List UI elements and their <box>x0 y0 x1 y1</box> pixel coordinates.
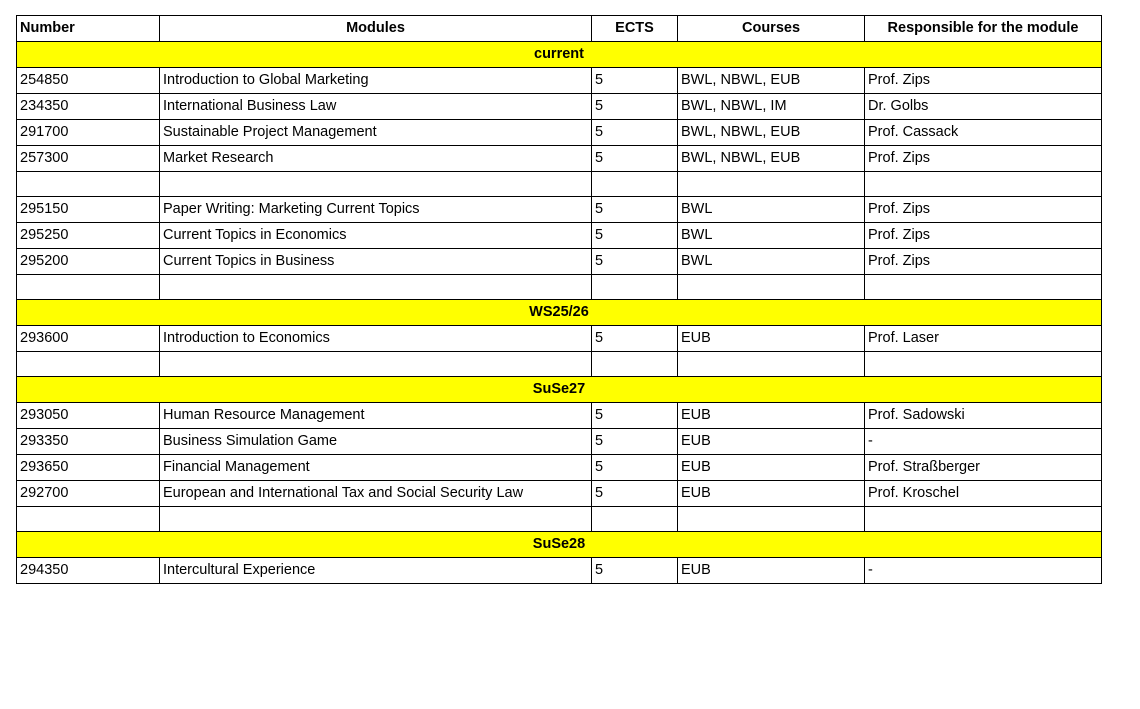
table-row <box>17 403 1102 429</box>
responsible-cell: Prof. Sadowski <box>865 403 1102 429</box>
module-number-cell: 293050 <box>17 403 160 429</box>
empty-cell <box>865 352 1102 377</box>
ects-cell: 5 <box>592 223 678 249</box>
courses-cell: EUB <box>678 326 865 352</box>
empty-cell <box>160 352 592 377</box>
responsible-cell: Prof. Zips <box>865 223 1102 249</box>
responsible-cell: Prof. Cassack <box>865 120 1102 146</box>
module-number-cell: 293350 <box>17 429 160 455</box>
ects-cell: 5 <box>592 455 678 481</box>
table-row <box>17 429 1102 455</box>
module-name-cell: Human Resource Management <box>160 403 592 429</box>
ects-cell: 5 <box>592 403 678 429</box>
module-name-cell: European and International Tax and Social Security Law <box>160 481 592 507</box>
header-modules: Modules <box>160 16 592 42</box>
section-row <box>17 42 1102 68</box>
module-name-cell: Introduction to Global Marketing <box>160 68 592 94</box>
section-label: current <box>17 42 1102 68</box>
header-number: Number <box>17 16 160 42</box>
table-body <box>17 42 1102 584</box>
empty-cell <box>678 275 865 300</box>
empty-cell <box>17 275 160 300</box>
ects-cell: 5 <box>592 197 678 223</box>
module-number-cell: 294350 <box>17 558 160 584</box>
module-name-cell: Market Research <box>160 146 592 172</box>
courses-cell: EUB <box>678 403 865 429</box>
module-name-cell: Business Simulation Game <box>160 429 592 455</box>
ects-cell: 5 <box>592 94 678 120</box>
module-number-cell: 295150 <box>17 197 160 223</box>
empty-cell <box>160 172 592 197</box>
section-label: SuSe28 <box>17 532 1102 558</box>
responsible-cell: Prof. Zips <box>865 249 1102 275</box>
empty-cell <box>865 172 1102 197</box>
courses-cell: EUB <box>678 558 865 584</box>
courses-cell: EUB <box>678 481 865 507</box>
empty-cell <box>592 275 678 300</box>
section-label: WS25/26 <box>17 300 1102 326</box>
module-number-cell: 293650 <box>17 455 160 481</box>
modules-table <box>16 15 1102 584</box>
courses-cell: BWL, NBWL, EUB <box>678 120 865 146</box>
table-row <box>17 326 1102 352</box>
responsible-cell: Prof. Laser <box>865 326 1102 352</box>
empty-cell <box>17 172 160 197</box>
empty-cell <box>592 507 678 532</box>
courses-cell: BWL <box>678 197 865 223</box>
empty-row <box>17 507 1102 532</box>
module-name-cell: Current Topics in Economics <box>160 223 592 249</box>
table-row <box>17 455 1102 481</box>
module-name-cell: Sustainable Project Management <box>160 120 592 146</box>
module-number-cell: 295250 <box>17 223 160 249</box>
module-name-cell: Financial Management <box>160 455 592 481</box>
section-row <box>17 532 1102 558</box>
empty-row <box>17 172 1102 197</box>
header-row <box>17 16 1102 42</box>
courses-cell: BWL, NBWL, EUB <box>678 146 865 172</box>
empty-cell <box>865 275 1102 300</box>
table-row <box>17 94 1102 120</box>
responsible-cell: Prof. Kroschel <box>865 481 1102 507</box>
module-name-cell: Current Topics in Business <box>160 249 592 275</box>
table-row <box>17 223 1102 249</box>
ects-cell: 5 <box>592 429 678 455</box>
responsible-cell: - <box>865 558 1102 584</box>
courses-cell: EUB <box>678 429 865 455</box>
module-number-cell: 293600 <box>17 326 160 352</box>
empty-cell <box>678 352 865 377</box>
module-name-cell: Paper Writing: Marketing Current Topics <box>160 197 592 223</box>
empty-cell <box>592 352 678 377</box>
empty-cell <box>160 275 592 300</box>
courses-cell: BWL, NBWL, IM <box>678 94 865 120</box>
module-number-cell: 292700 <box>17 481 160 507</box>
responsible-cell: Prof. Straßberger <box>865 455 1102 481</box>
ects-cell: 5 <box>592 146 678 172</box>
courses-cell: BWL <box>678 249 865 275</box>
responsible-cell: Prof. Zips <box>865 146 1102 172</box>
section-label: SuSe27 <box>17 377 1102 403</box>
empty-cell <box>17 352 160 377</box>
module-name-cell: Introduction to Economics <box>160 326 592 352</box>
module-number-cell: 295200 <box>17 249 160 275</box>
ects-cell: 5 <box>592 68 678 94</box>
ects-cell: 5 <box>592 249 678 275</box>
courses-cell: BWL, NBWL, EUB <box>678 68 865 94</box>
module-number-cell: 254850 <box>17 68 160 94</box>
header-courses: Courses <box>678 16 865 42</box>
empty-cell <box>865 507 1102 532</box>
responsible-cell: - <box>865 429 1102 455</box>
module-name-cell: Intercultural Experience <box>160 558 592 584</box>
empty-cell <box>160 507 592 532</box>
empty-cell <box>592 172 678 197</box>
module-number-cell: 291700 <box>17 120 160 146</box>
ects-cell: 5 <box>592 326 678 352</box>
section-row <box>17 377 1102 403</box>
header-responsible: Responsible for the module <box>865 16 1102 42</box>
module-number-cell: 234350 <box>17 94 160 120</box>
empty-row <box>17 352 1102 377</box>
responsible-cell: Dr. Golbs <box>865 94 1102 120</box>
table-row <box>17 68 1102 94</box>
module-number-cell: 257300 <box>17 146 160 172</box>
table-row <box>17 558 1102 584</box>
empty-cell <box>678 507 865 532</box>
ects-cell: 5 <box>592 558 678 584</box>
courses-cell: BWL <box>678 223 865 249</box>
empty-cell <box>678 172 865 197</box>
section-row <box>17 300 1102 326</box>
table-row <box>17 197 1102 223</box>
table-row <box>17 481 1102 507</box>
empty-cell <box>17 507 160 532</box>
ects-cell: 5 <box>592 481 678 507</box>
table-row <box>17 146 1102 172</box>
ects-cell: 5 <box>592 120 678 146</box>
header-ects: ECTS <box>592 16 678 42</box>
table-row <box>17 120 1102 146</box>
empty-row <box>17 275 1102 300</box>
table-row <box>17 249 1102 275</box>
responsible-cell: Prof. Zips <box>865 68 1102 94</box>
module-name-cell: International Business Law <box>160 94 592 120</box>
courses-cell: EUB <box>678 455 865 481</box>
responsible-cell: Prof. Zips <box>865 197 1102 223</box>
